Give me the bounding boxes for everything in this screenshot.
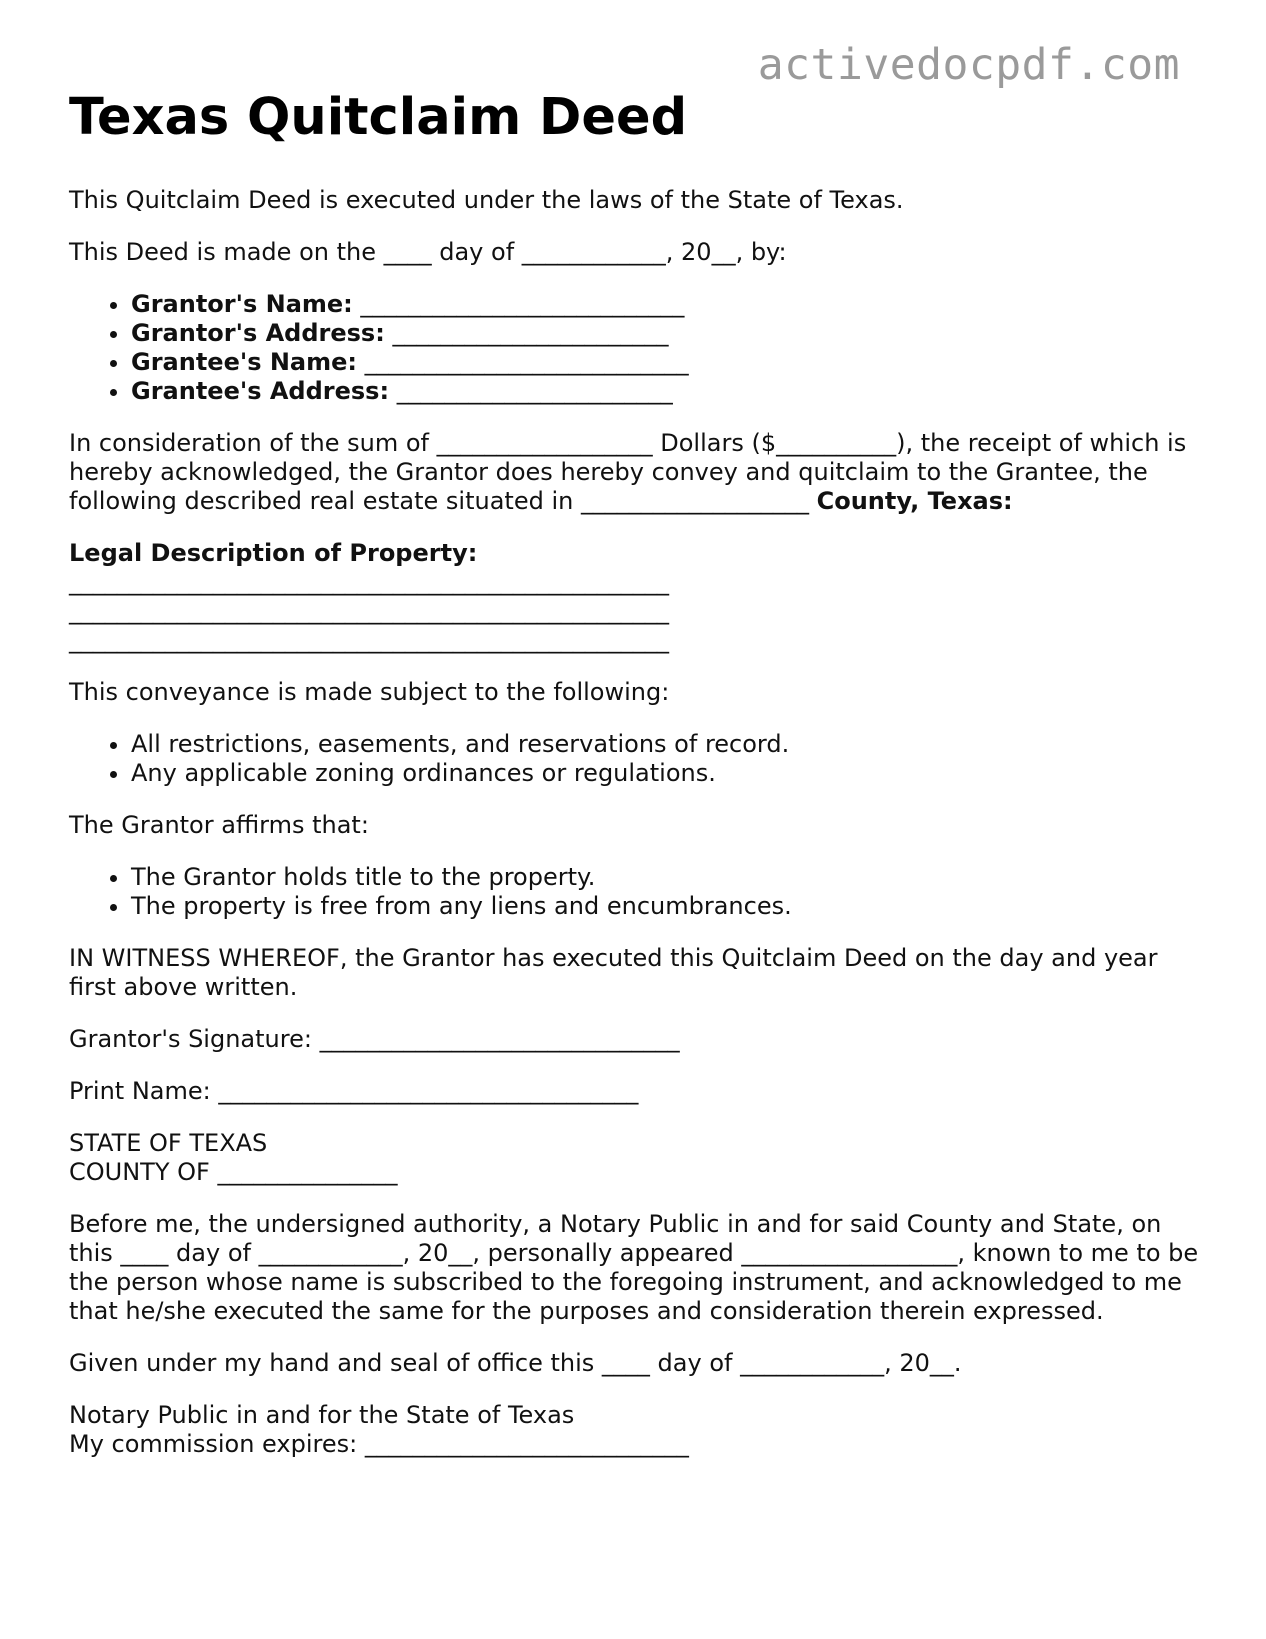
commission-line: My commission expires: ___________________________ — [69, 1430, 689, 1458]
legal-description-line: __________________________________________________ — [69, 568, 669, 596]
consideration-county-label: County, Texas: — [816, 487, 1013, 515]
consideration-paragraph — [69, 429, 1199, 516]
watermark: activedocpdf.com — [757, 40, 1180, 90]
subject-intro: This conveyance is made subject to the following: — [69, 678, 670, 706]
affirms-intro: The Grantor affirms that: — [69, 811, 369, 839]
legal-description — [69, 539, 1199, 655]
legal-description-line: __________________________________________________ — [69, 626, 669, 654]
given-line: Given under my hand and seal of office this ____ day of ____________, 20__. — [69, 1349, 962, 1377]
signature-line: Grantor's Signature: ______________________________ — [69, 1025, 680, 1053]
print-name-line: Print Name: ___________________________________ — [69, 1077, 639, 1105]
party-label: Grantor's Address: — [131, 319, 385, 347]
legal-description-heading: Legal Description of Property: — [69, 539, 478, 567]
party-blank: _______________________ — [396, 377, 673, 405]
party-label: Grantor's Name: — [131, 290, 353, 318]
affirms-list — [69, 863, 1199, 921]
list-item — [131, 348, 1199, 377]
page-title: Texas Quitclaim Deed — [69, 88, 688, 147]
party-label: Grantee's Name: — [131, 348, 357, 376]
list-item: • The property is free from any liens and encumbrances. — [131, 892, 1199, 921]
notary-public-line: Notary Public in and for the State of Texas — [69, 1401, 575, 1429]
made-on-paragraph: This Deed is made on the ____ day of ____________, 20__, by: — [69, 238, 787, 266]
party-label: Grantee's Address: — [131, 377, 390, 405]
party-blank: ___________________________ — [364, 348, 689, 376]
notary-paragraph: Before me, the undersigned authority, a Notary Public in and for said County and State, on this ____ day of ____________, 20__, personally appeared __________________, known to me to be the person whose name is subscribed to the foregoing instrument, and acknowledged to me that he/she executed the same for the purposes and consideration therein expressed. — [69, 1210, 1199, 1325]
party-blank: _______________________ — [392, 319, 669, 347]
consideration-text: In consideration of the sum of __________________ Dollars ($__________), the receipt of which is hereby acknowledged, the Grantor does hereby convey and quitclaim to the Grantee, the following described real estate situated in ___________________ — [69, 429, 1187, 515]
party-blank: ___________________________ — [360, 290, 685, 318]
notary-block — [69, 1401, 1199, 1459]
intro-paragraph: This Quitclaim Deed is executed under the laws of the State of Texas. — [69, 186, 904, 214]
document-body — [69, 86, 1199, 1482]
list-item: • All restrictions, easements, and reservations of record. — [131, 730, 1199, 759]
list-item — [131, 377, 1199, 406]
list-item — [131, 290, 1199, 319]
subject-list — [69, 730, 1199, 788]
county-line: COUNTY OF _______________ — [69, 1158, 398, 1186]
venue-block — [69, 1129, 1199, 1187]
legal-description-line: __________________________________________________ — [69, 597, 669, 625]
parties-list — [69, 290, 1199, 406]
list-item: • The Grantor holds title to the property. — [131, 863, 1199, 892]
list-item — [131, 319, 1199, 348]
state-line: STATE OF TEXAS — [69, 1129, 268, 1157]
list-item: • Any applicable zoning ordinances or regulations. — [131, 759, 1199, 788]
witness-paragraph: IN WITNESS WHEREOF, the Grantor has executed this Quitclaim Deed on the day and year first above written. — [69, 944, 1158, 1001]
